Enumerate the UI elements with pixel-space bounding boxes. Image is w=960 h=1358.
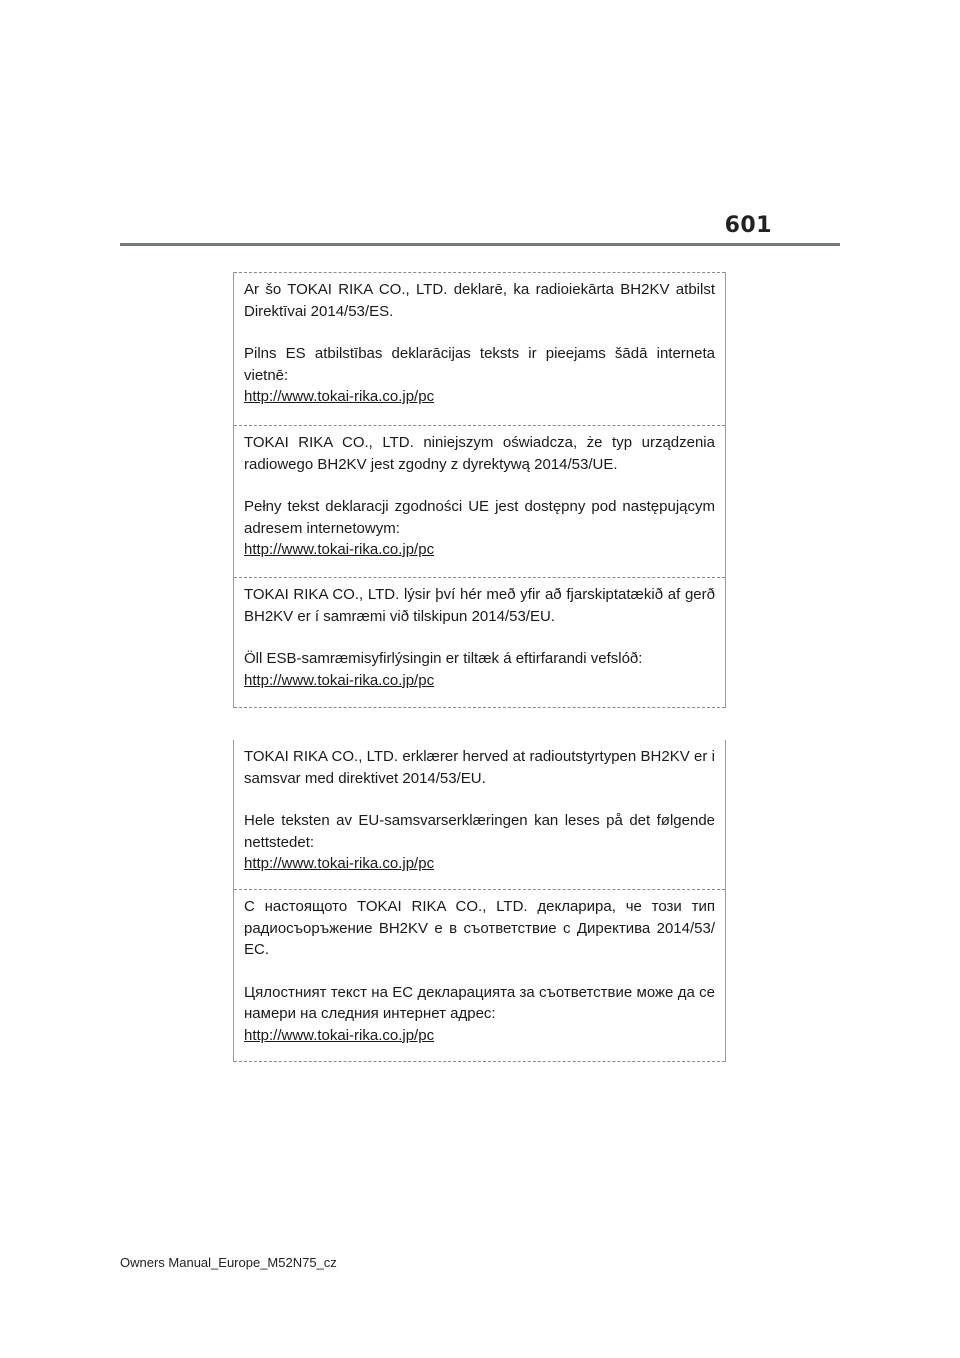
declaration-availability: Öll ESB-samræmisyfirlýsingin er tiltæk á eftirfarandi vefslóð: — [244, 650, 643, 667]
declaration-availability: Цялостният текст на ЕС декларацията за съответствие може да се намери на следния интернет адрес: — [244, 983, 715, 1022]
declaration-url-link[interactable]: http://www.tokai-rika.co.jp/pc — [244, 541, 435, 558]
declaration-statement: С настоящото TOKAI RIKA CO., LTD. декларира, че този тип радиосъоръжение BH2KV е в съответствие с Директива 2014/53/ЕС. — [244, 898, 715, 958]
declaration-polish — [234, 425, 725, 577]
declaration-latvian — [234, 272, 725, 425]
declaration-availability: Pełny tekst deklaracji zgodności UE jest dostępny pod następującym adresem internetowym: — [244, 498, 715, 537]
declaration-bulgarian — [234, 889, 725, 1062]
declaration-url-link[interactable]: http://www.tokai-rika.co.jp/pc — [244, 1026, 435, 1044]
declaration-availability: Pilns ES atbilstības deklarācijas teksts ir pieejams šādā interneta vietnē: — [244, 345, 715, 384]
footer-manual-id: Owners Manual_Europe_M52N75_cz — [120, 1255, 337, 1270]
declaration-url-link[interactable]: http://www.tokai-rika.co.jp/pc — [244, 388, 435, 405]
declaration-block-upper — [233, 272, 726, 708]
declaration-url-link[interactable]: http://www.tokai-rika.co.jp/pc — [244, 671, 435, 689]
declaration-statement: TOKAI RIKA CO., LTD. niniejszym oświadcza, że typ urządzenia radiowego BH2KV jest zgodny z dyrektywą 2014/53/UE. — [244, 434, 715, 473]
declaration-block-lower — [233, 740, 726, 1062]
declaration-icelandic — [234, 577, 725, 708]
declaration-norwegian — [234, 740, 725, 889]
page-number: 601 — [724, 213, 772, 238]
declaration-statement: TOKAI RIKA CO., LTD. lýsir því hér með yfir að fjarskiptatækið af gerð BH2KV er í samræmi við tilskipun 2014/53/EU. — [244, 586, 715, 625]
declaration-statement: TOKAI RIKA CO., LTD. erklærer herved at radioutstyrtypen BH2KV er i samsvar med direktivet 2014/53/EU. — [244, 748, 715, 787]
header-rule — [120, 243, 840, 246]
declaration-statement: Ar šo TOKAI RIKA CO., LTD. deklarē, ka radioiekārta BH2KV atbilst Direktīvai 2014/53/ES. — [244, 281, 715, 320]
declaration-availability: Hele teksten av EU-samsvarserklæringen kan leses på det følgende nettstedet: — [244, 812, 715, 851]
declaration-url-link[interactable]: http://www.tokai-rika.co.jp/pc — [244, 855, 435, 872]
